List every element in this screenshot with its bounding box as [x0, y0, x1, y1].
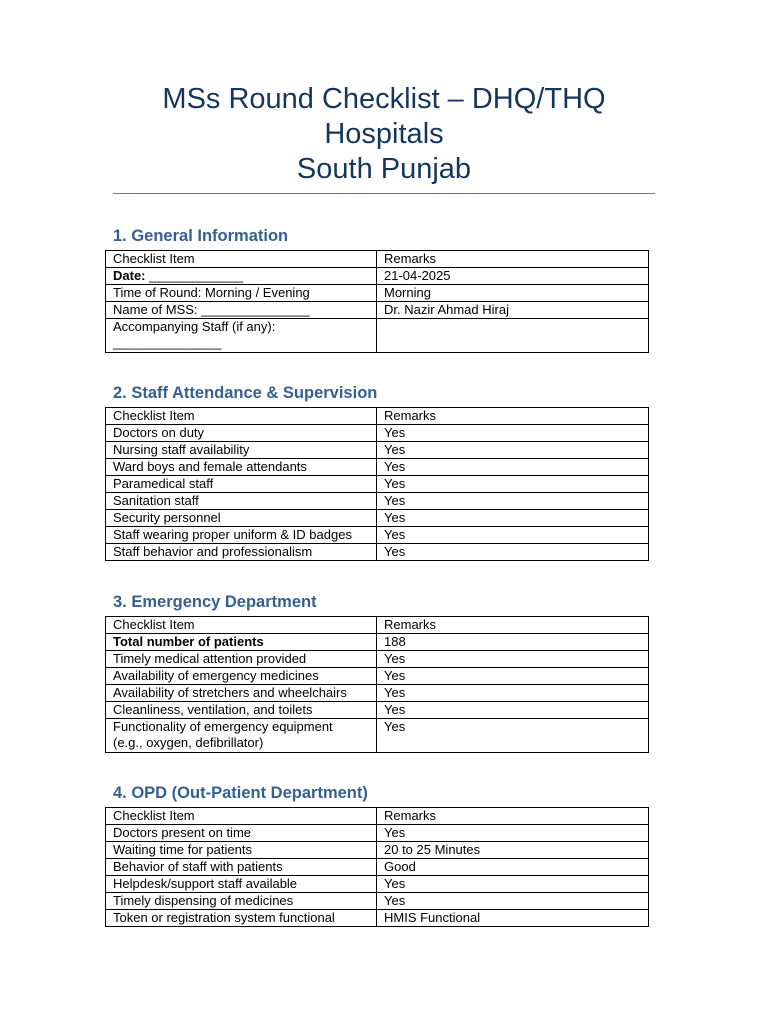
- table-row: [106, 668, 649, 685]
- remark: Yes: [377, 510, 649, 527]
- general-information-table: [105, 250, 649, 353]
- table-row: [106, 493, 649, 510]
- checklist-item: Ward boys and female attendants: [106, 459, 377, 476]
- table-row: [106, 442, 649, 459]
- emergency-department-table: [105, 616, 649, 753]
- checklist-item: Timely dispensing of medicines: [106, 893, 377, 910]
- table-row: [106, 719, 649, 753]
- checklist-item: [106, 319, 377, 353]
- accompanying-staff-blank: _______________: [113, 335, 222, 350]
- checklist-item: Doctors present on time: [106, 825, 377, 842]
- checklist-item: [106, 268, 377, 285]
- checklist-item: Cleanliness, ventilation, and toilets: [106, 702, 377, 719]
- table-header-row: [106, 617, 649, 634]
- emergency-equipment-examples: (e.g., oxygen, defibrillator): [113, 735, 264, 750]
- remark: [377, 319, 649, 353]
- table-row: [106, 285, 649, 302]
- checklist-item: Helpdesk/support staff available: [106, 876, 377, 893]
- section-heading-emergency-department: 3. Emergency Department: [113, 593, 317, 611]
- remark: Yes: [377, 476, 649, 493]
- checklist-item: Total number of patients: [106, 634, 377, 651]
- checklist-item: Paramedical staff: [106, 476, 377, 493]
- table-row: [106, 319, 649, 353]
- remark: Yes: [377, 685, 649, 702]
- checklist-item: Nursing staff availability: [106, 442, 377, 459]
- section-heading-opd: 4. OPD (Out-Patient Department): [113, 784, 368, 802]
- remark: 188: [377, 634, 649, 651]
- date-label: Date:: [113, 268, 146, 283]
- emergency-equipment-label: Functionality of emergency equipment: [113, 719, 333, 734]
- remark: HMIS Functional: [377, 910, 649, 927]
- checklist-item: Time of Round: Morning / Evening: [106, 285, 377, 302]
- title-line-2: Hospitals: [324, 118, 444, 150]
- header-checklist-item: Checklist Item: [106, 408, 377, 425]
- table-row: [106, 459, 649, 476]
- table-row: [106, 876, 649, 893]
- table-row: [106, 634, 649, 651]
- remark: Yes: [377, 425, 649, 442]
- checklist-item: Security personnel: [106, 510, 377, 527]
- title-line-1: MSs Round Checklist – DHQ/THQ: [162, 83, 606, 115]
- checklist-item: Waiting time for patients: [106, 842, 377, 859]
- table-row: [106, 476, 649, 493]
- remark: 21-04-2025: [377, 268, 649, 285]
- section-heading-staff-attendance: 2. Staff Attendance & Supervision: [113, 384, 378, 402]
- table-row: [106, 702, 649, 719]
- header-remarks: Remarks: [377, 251, 649, 268]
- checklist-item: Staff wearing proper uniform & ID badges: [106, 527, 377, 544]
- header-remarks: Remarks: [377, 617, 649, 634]
- header-checklist-item: Checklist Item: [106, 617, 377, 634]
- remark: Dr. Nazir Ahmad Hiraj: [377, 302, 649, 319]
- table-row: [106, 893, 649, 910]
- remark: Yes: [377, 668, 649, 685]
- title-divider: [113, 193, 655, 194]
- remark: Yes: [377, 527, 649, 544]
- remark: Yes: [377, 544, 649, 561]
- table-row: [106, 842, 649, 859]
- table-header-row: [106, 251, 649, 268]
- header-checklist-item: Checklist Item: [106, 808, 377, 825]
- remark: Yes: [377, 702, 649, 719]
- table-row: [106, 425, 649, 442]
- staff-attendance-table: [105, 407, 649, 561]
- table-row: [106, 510, 649, 527]
- table-row: [106, 268, 649, 285]
- table-header-row: [106, 408, 649, 425]
- checklist-item: Timely medical attention provided: [106, 651, 377, 668]
- header-remarks: Remarks: [377, 808, 649, 825]
- table-row: [106, 544, 649, 561]
- remark: Yes: [377, 719, 649, 753]
- checklist-item: Behavior of staff with patients: [106, 859, 377, 876]
- remark: Yes: [377, 442, 649, 459]
- remark: 20 to 25 Minutes: [377, 842, 649, 859]
- checklist-item: Staff behavior and professionalism: [106, 544, 377, 561]
- section-heading-general-information: 1. General Information: [113, 227, 289, 245]
- date-blank: _____________: [145, 268, 244, 283]
- remark: Yes: [377, 493, 649, 510]
- header-remarks: Remarks: [377, 408, 649, 425]
- table-row: [106, 527, 649, 544]
- table-row: [106, 651, 649, 668]
- checklist-item: Token or registration system functional: [106, 910, 377, 927]
- header-checklist-item: Checklist Item: [106, 251, 377, 268]
- checklist-item: [106, 719, 377, 753]
- table-row: [106, 302, 649, 319]
- checklist-item: Availability of stretchers and wheelchairs: [106, 685, 377, 702]
- remark: Yes: [377, 651, 649, 668]
- title-line-3: South Punjab: [296, 153, 472, 185]
- remark: Yes: [377, 825, 649, 842]
- table-header-row: [106, 808, 649, 825]
- remark: Yes: [377, 876, 649, 893]
- table-row: [106, 685, 649, 702]
- table-row: [106, 825, 649, 842]
- table-row: [106, 859, 649, 876]
- remark: Yes: [377, 459, 649, 476]
- checklist-item: Doctors on duty: [106, 425, 377, 442]
- opd-table: [105, 807, 649, 927]
- remark: Morning: [377, 285, 649, 302]
- remark: Yes: [377, 893, 649, 910]
- table-row: [106, 910, 649, 927]
- remark: Good: [377, 859, 649, 876]
- checklist-item: Name of MSS: _______________: [106, 302, 377, 319]
- accompanying-staff-label: Accompanying Staff (if any):: [113, 319, 276, 334]
- checklist-item: Availability of emergency medicines: [106, 668, 377, 685]
- document-title: [0, 82, 768, 187]
- checklist-item: Sanitation staff: [106, 493, 377, 510]
